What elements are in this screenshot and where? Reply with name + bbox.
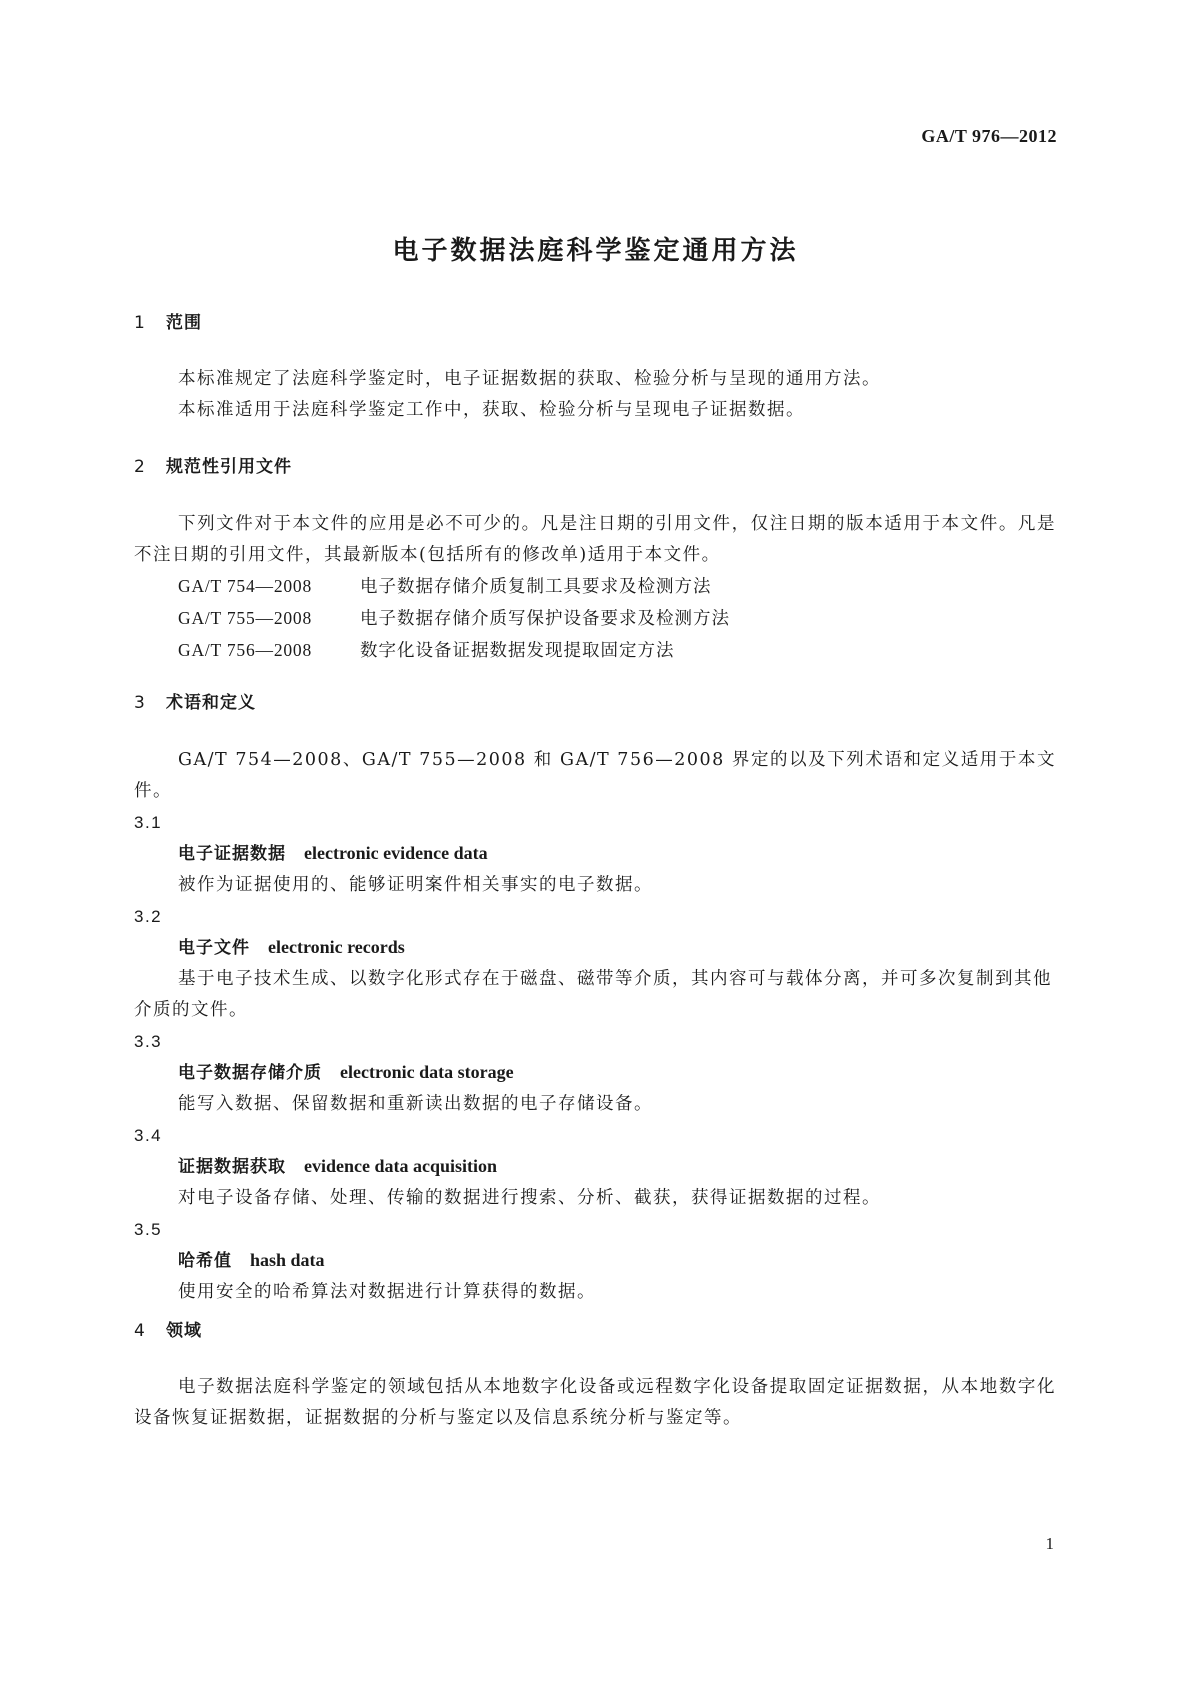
paragraph: 本标准适用于法庭科学鉴定工作中，获取、检验分析与呈现电子证据数据。 — [178, 400, 805, 420]
term-heading — [134, 1245, 1056, 1277]
section-2-body — [134, 509, 1056, 667]
section-number: 2 — [134, 457, 146, 477]
paragraph: 电子数据法庭科学鉴定的领域包括从本地数字化设备或远程数字化设备提取固定证据数据，从本地数字化设备恢复证据数据，证据数据的分析与鉴定以及信息系统分析与鉴定等。 — [134, 1377, 1056, 1428]
section-1-heading — [134, 312, 1056, 334]
reference-title: 电子数据存储介质写保护设备要求及检测方法 — [360, 609, 730, 629]
term-chinese: 哈希值 — [178, 1251, 232, 1271]
term-number: 3.3 — [134, 1032, 163, 1051]
reference-code: GA/T 755—2008 — [178, 608, 313, 628]
term-definition: 对电子设备存储、处理、传输的数据进行搜索、分析、截获，获得证据数据的过程。 — [178, 1188, 881, 1208]
term-heading — [134, 1057, 1056, 1089]
term-chinese: 电子证据数据 — [178, 844, 286, 864]
section-number: 4 — [134, 1321, 146, 1341]
section-title: 术语和定义 — [166, 693, 256, 713]
reference-item — [134, 571, 1056, 603]
term-chinese: 电子数据存储介质 — [178, 1063, 322, 1083]
term-chinese: 电子文件 — [178, 938, 250, 958]
reference-title: 数字化设备证据数据发现提取固定方法 — [360, 641, 675, 661]
term-definition: 使用安全的哈希算法对数据进行计算获得的数据。 — [178, 1282, 596, 1302]
term-heading — [134, 838, 1056, 870]
term-number: 3.5 — [134, 1220, 163, 1239]
section-number: 1 — [134, 313, 146, 333]
paragraph: 下列文件对于本文件的应用是必不可少的。凡是注日期的引用文件，仅注日期的版本适用于本文件。凡是不注日期的引用文件，其最新版本(包括所有的修改单)适用于本文件。 — [134, 514, 1056, 565]
term-english: electronic records — [268, 937, 405, 957]
page-number: 1 — [1045, 1534, 1054, 1553]
term-heading — [134, 932, 1056, 964]
section-3-body — [134, 745, 1056, 1308]
term-heading — [134, 1151, 1056, 1183]
section-4-heading — [134, 1320, 1056, 1342]
term-english: electronic evidence data — [304, 843, 488, 863]
document-title: 电子数据法庭科学鉴定通用方法 — [392, 236, 799, 266]
section-2-heading — [134, 456, 1056, 478]
term-definition: 能写入数据、保留数据和重新读出数据的电子存储设备。 — [178, 1094, 653, 1114]
section-1-body — [134, 364, 1056, 426]
standard-code: GA/T 976—2012 — [921, 126, 1057, 146]
term-number: 3.4 — [134, 1126, 163, 1145]
paragraph: 本标准规定了法庭科学鉴定时，电子证据数据的获取、检验分析与呈现的通用方法。 — [178, 369, 881, 389]
reference-item — [134, 635, 1056, 667]
section-4-body — [134, 1372, 1056, 1434]
term-number: 3.2 — [134, 907, 163, 926]
term-english: hash data — [250, 1250, 325, 1270]
term-definition: 基于电子技术生成、以数字化形式存在于磁盘、磁带等介质，其内容可与载体分离，并可多次复制到其他介质的文件。 — [134, 969, 1052, 1020]
section-title: 范围 — [166, 313, 202, 333]
term-chinese: 证据数据获取 — [178, 1157, 286, 1177]
term-english: electronic data storage — [340, 1062, 514, 1082]
section-title: 领域 — [166, 1321, 202, 1341]
reference-item — [134, 603, 1056, 635]
section-3-heading — [134, 692, 1056, 714]
reference-title: 电子数据存储介质复制工具要求及检测方法 — [360, 577, 712, 597]
reference-code: GA/T 754—2008 — [178, 576, 313, 596]
term-number: 3.1 — [134, 813, 163, 832]
reference-code: GA/T 756—2008 — [178, 640, 313, 660]
section-title: 规范性引用文件 — [166, 457, 292, 477]
term-definition: 被作为证据使用的、能够证明案件相关事实的电子数据。 — [178, 875, 653, 895]
paragraph: GA/T 754—2008、GA/T 755—2008 和 GA/T 756—2008 界定的以及下列术语和定义适用于本文件。 — [134, 750, 1056, 801]
section-number: 3 — [134, 693, 146, 713]
term-english: evidence data acquisition — [304, 1156, 498, 1176]
